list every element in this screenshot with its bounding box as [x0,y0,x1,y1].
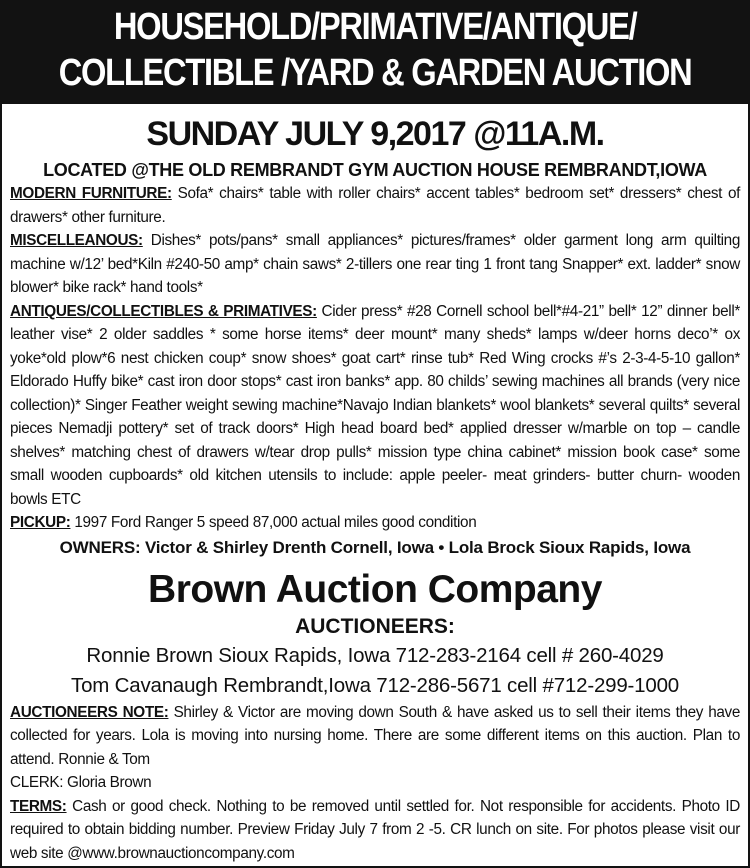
auction-date: SUNDAY JULY 9,2017 @11A.M. [146,115,604,153]
auction-location: LOCATED @THE OLD REMBRANDT GYM AUCTION HOUSE REMBRANDT,IOWA [43,160,707,180]
auctioneers-note [10,701,740,772]
section-heading: PICKUP: [10,514,71,531]
auctioneer-1: Ronnie Brown Sioux Rapids, Iowa 712-283-2164 cell # 260-4029 [86,643,664,667]
auctioneers-heading: AUCTIONEERS: [295,614,455,638]
section-heading: ANTIQUES/COLLECTIBLES & PRIMATIVES: [10,302,317,320]
title-banner [0,0,750,104]
section-furniture [10,182,740,229]
note-heading: AUCTIONEERS NOTE: [10,703,169,721]
section-heading: MISCELLEANOUS: [10,232,143,249]
section-antiques [10,300,740,512]
section-text: Dishes* pots/pans* small appliances* pictures/frames* older garment long arm quilting machine w/12’ bed*Kiln #240-50 amp* chain saws* 2-tillers one rear ting 1 front tang Snapper* ext. ladder* snow blower* bike rack* hand tools* [10,232,740,296]
section-text: Cider press* #28 Cornell school bell*#4-21” bell* 12” dinner bell* leather vise* 2 older saddles * some horse items* deer mount* many sheds* lamps w/deer horns deco’* ox yoke*old plow*6 nest chicken coup* snow shoes* goat cart* rinse tub* Red Wing crocks #’s 2-3-4-5-10 gallon* Eldorado Huffy bike* cast iron door stops* cast iron banks* app. 80 childs’ sewing machines all brands (very nice collection)* Singer Feather weight sewing machine*Navajo Indian blankets* wool blankets* several quilts* several pieces Nemadji pottery* set of track doors* High head board bed* applied dresser w/marble on top – candle shelves* matching chest of drawers w/tear drop pulls* mission type china cabinet* mission book case* some small wooden cupboards* old kitchen utensils to include: apple peeler- meat grinders- butter churn- wooden bowls ETC [10,302,740,508]
section-text: 1997 Ford Ranger 5 speed 87,000 actual miles good condition [70,514,477,531]
terms-heading: TERMS: [10,797,67,815]
clerk-line: CLERK: Gloria Brown [10,774,152,791]
owners-line: OWNERS: Victor & Shirley Drenth Cornell, Iowa • Lola Brock Sioux Rapids, Iowa [59,537,691,557]
note-text: Shirley & Victor are moving down South & have asked us to sell their items they have collected for years. Lola is moving into nursing home. There are some different items on this auction. Plan to attend. Ronnie & Tom [10,703,740,768]
title-line-2: COLLECTIBLE /YARD & GARDEN AUCTION [58,52,692,94]
title-line-1: HOUSEHOLD/PRIMATIVE/ANTIQUE/ [113,6,637,48]
terms [10,795,740,866]
section-misc [10,229,740,300]
section-text: Sofa* chairs* table with roller chairs* accent tables* bedroom set* dressers* chest of drawers* other furniture. [10,185,740,226]
terms-text: Cash or good check. Nothing to be removed until settled for. Not responsible for accidents. Photo ID required to obtain bidding number. Preview Friday July 7 from 2 -5. CR lunch on site. For photos please visit our web site @www.brownauctioncompany.com [10,797,740,862]
section-pickup [10,511,740,535]
company-name: Brown Auction Company [148,567,602,611]
flyer-body [0,104,750,868]
section-heading: MODERN FURNITURE: [10,185,172,202]
auctioneer-2: Tom Cavanaugh Rembrandt,Iowa 712-286-5671 cell #712-299-1000 [71,673,679,697]
